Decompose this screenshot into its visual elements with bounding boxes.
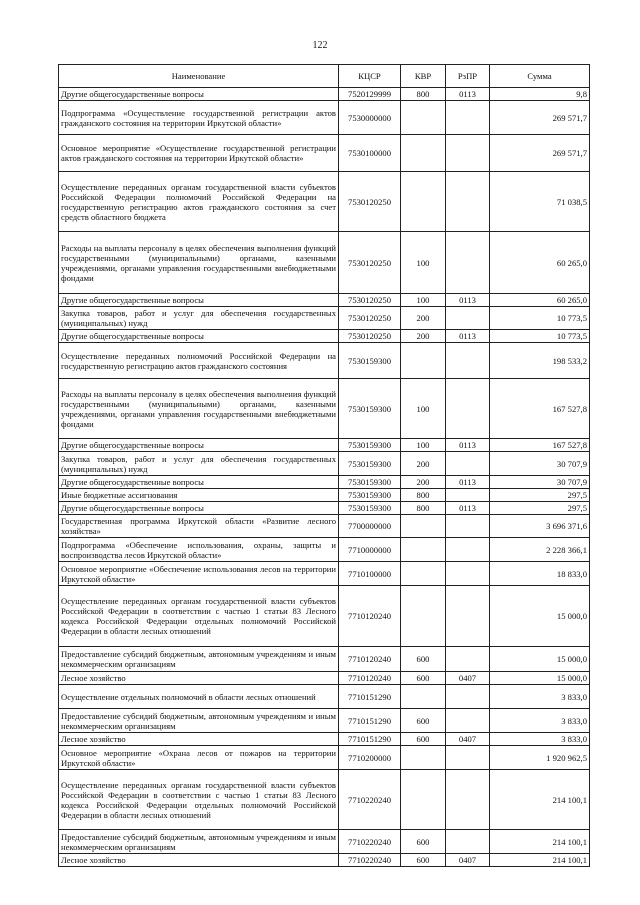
row-name-cell: Основное мероприятие «Охрана лесов от пожаров на территории Иркутской области» [59,746,339,770]
row-rzpr-cell [446,452,490,476]
row-kcsr-cell: 7530120250 [339,232,401,294]
row-kvr-cell [401,101,446,135]
row-kvr-cell: 600 [401,830,446,854]
header-rzpr: РзПР [446,65,490,88]
row-kvr-cell: 600 [401,647,446,672]
row-kcsr-cell: 7530159300 [339,502,401,515]
table-row [59,330,590,343]
row-kcsr-cell: 7530000000 [339,101,401,135]
row-kcsr-cell: 7710120240 [339,672,401,685]
row-kcsr-cell: 7530120250 [339,294,401,307]
row-kvr-cell [401,685,446,709]
row-sum-cell: 10 773,5 [490,330,590,343]
row-sum-cell: 15 000,0 [490,647,590,672]
row-kcsr-cell: 7710100000 [339,562,401,586]
row-name-cell: Основное мероприятие «Осуществление государственной регистрации актов гражданского состояния на территории Иркутской области» [59,135,339,172]
table-row [59,685,590,709]
row-name-cell: Другие общегосударственные вопросы [59,330,339,343]
row-kcsr-cell: 7530159300 [339,379,401,439]
row-rzpr-cell [446,685,490,709]
row-kvr-cell [401,538,446,562]
table-row [59,379,590,439]
row-rzpr-cell: 0113 [446,330,490,343]
row-kvr-cell [401,562,446,586]
row-name-cell: Предоставление субсидий бюджетным, автономным учреждениям и иным некоммерческим организациям [59,709,339,733]
table-row [59,439,590,452]
row-name-cell: Предоставление субсидий бюджетным, автономным учреждениям и иным некоммерческим организациям [59,647,339,672]
row-rzpr-cell: 0113 [446,294,490,307]
row-kvr-cell [401,135,446,172]
row-sum-cell: 30 707,9 [490,476,590,489]
page-number: 122 [312,40,328,51]
table-row [59,294,590,307]
table-row [59,343,590,379]
table-row [59,88,590,101]
row-sum-cell: 269 571,7 [490,101,590,135]
row-name-cell: Расходы на выплаты персоналу в целях обеспечения выполнения функций государственными (муниципальными) органами, казенными учреждениями, органами управления государственными внебюджетными фондами [59,232,339,294]
table-row [59,770,590,830]
row-kcsr-cell: 7530159300 [339,439,401,452]
table-row [59,489,590,502]
row-name-cell: Предоставление субсидий бюджетным, автономным учреждениям и иным некоммерческим организациям [59,830,339,854]
row-kcsr-cell: 7530120250 [339,330,401,343]
row-kvr-cell: 200 [401,330,446,343]
row-rzpr-cell [446,770,490,830]
row-name-cell: Иные бюджетные ассигнования [59,489,339,502]
row-rzpr-cell [446,538,490,562]
row-kcsr-cell: 7530100000 [339,135,401,172]
row-kvr-cell: 200 [401,452,446,476]
row-rzpr-cell [446,586,490,647]
row-kcsr-cell: 7530120250 [339,172,401,232]
row-kvr-cell [401,746,446,770]
budget-table [58,64,590,867]
row-sum-cell: 60 265,0 [490,294,590,307]
table-row [59,307,590,330]
table-row [59,586,590,647]
row-kcsr-cell: 7710220240 [339,770,401,830]
row-kvr-cell: 100 [401,232,446,294]
row-rzpr-cell: 0113 [446,476,490,489]
header-kcsr: КЦСР [339,65,401,88]
row-sum-cell: 269 571,7 [490,135,590,172]
row-sum-cell: 198 533,2 [490,343,590,379]
row-rzpr-cell [446,515,490,538]
row-kvr-cell [401,515,446,538]
row-name-cell: Осуществление отдельных полномочий в области лесных отношений [59,685,339,709]
row-kcsr-cell: 7710120240 [339,647,401,672]
row-rzpr-cell: 0407 [446,854,490,867]
row-sum-cell: 2 228 366,1 [490,538,590,562]
row-sum-cell: 214 100,1 [490,770,590,830]
table-row [59,854,590,867]
row-kcsr-cell: 7710200000 [339,746,401,770]
row-kcsr-cell: 7710120240 [339,586,401,647]
row-name-cell: Закупка товаров, работ и услуг для обеспечения государственных (муниципальных) нужд [59,307,339,330]
row-sum-cell: 3 833,0 [490,733,590,746]
table-row [59,733,590,746]
row-name-cell: Другие общегосударственные вопросы [59,294,339,307]
row-kvr-cell: 800 [401,489,446,502]
row-sum-cell: 15 000,0 [490,586,590,647]
row-name-cell: Другие общегосударственные вопросы [59,88,339,101]
row-rzpr-cell [446,647,490,672]
table-header-row [59,65,590,88]
row-rzpr-cell [446,379,490,439]
table-row [59,672,590,685]
row-sum-cell: 30 707,9 [490,452,590,476]
row-sum-cell: 10 773,5 [490,307,590,330]
row-rzpr-cell [446,562,490,586]
table-row [59,830,590,854]
row-sum-cell: 297,5 [490,489,590,502]
row-name-cell: Закупка товаров, работ и услуг для обеспечения государственных (муниципальных) нужд [59,452,339,476]
row-kvr-cell: 200 [401,476,446,489]
table-row [59,647,590,672]
row-kvr-cell: 100 [401,294,446,307]
row-kcsr-cell: 7710220240 [339,854,401,867]
row-rzpr-cell [446,172,490,232]
row-kvr-cell: 100 [401,439,446,452]
table-row [59,135,590,172]
row-kvr-cell: 100 [401,379,446,439]
row-kcsr-cell: 7530159300 [339,476,401,489]
header-kvr: КВР [401,65,446,88]
row-name-cell: Лесное хозяйство [59,854,339,867]
row-kvr-cell [401,586,446,647]
row-kvr-cell: 600 [401,709,446,733]
row-name-cell: Осуществление переданных полномочий Российской Федерации на государственную регистрацию актов гражданского состояния [59,343,339,379]
table-row [59,746,590,770]
row-sum-cell: 3 696 371,6 [490,515,590,538]
row-sum-cell: 1 920 962,5 [490,746,590,770]
row-sum-cell: 167 527,8 [490,439,590,452]
table-body [59,88,590,867]
row-rzpr-cell [446,746,490,770]
row-rzpr-cell [446,709,490,733]
row-sum-cell: 15 000,0 [490,672,590,685]
row-sum-cell: 214 100,1 [490,854,590,867]
row-name-cell: Подпрограмма «Осуществление государственной регистрации актов гражданского состояния на территории Иркутской области» [59,101,339,135]
table-row [59,232,590,294]
row-rzpr-cell [446,135,490,172]
row-sum-cell: 297,5 [490,502,590,515]
row-rzpr-cell: 0407 [446,733,490,746]
table-row [59,172,590,232]
header-name: Наименование [59,65,339,88]
table-row [59,502,590,515]
row-sum-cell: 9,8 [490,88,590,101]
row-kcsr-cell: 7710220240 [339,830,401,854]
row-name-cell: Другие общегосударственные вопросы [59,502,339,515]
row-kcsr-cell: 7530159300 [339,489,401,502]
row-name-cell: Государственная программа Иркутской области «Развитие лесного хозяйства» [59,515,339,538]
row-name-cell: Основное мероприятие «Обеспечение использования лесов на территории Иркутской области» [59,562,339,586]
row-kvr-cell [401,343,446,379]
row-name-cell: Лесное хозяйство [59,733,339,746]
header-sum: Сумма [490,65,590,88]
row-name-cell: Осуществление переданных органам государственной власти субъектов Российской Федерации в соответствии с частью 1 статьи 83 Лесного кодекса Российской Федерации отдельных полномочий Российской Федерации в области лесных отношений [59,770,339,830]
row-rzpr-cell: 0113 [446,439,490,452]
row-kvr-cell [401,172,446,232]
row-name-cell: Осуществление переданных органам государственной власти субъектов Российской Федерации полномочий Российской Федерации на государственную регистрацию актов гражданского состояния за счет средств областного бюджета [59,172,339,232]
row-rzpr-cell: 0113 [446,88,490,101]
row-sum-cell: 214 100,1 [490,830,590,854]
row-kvr-cell: 600 [401,733,446,746]
row-name-cell: Расходы на выплаты персоналу в целях обеспечения выполнения функций государственными (муниципальными) органами, казенными учреждениями, органами управления государственными внебюджетными фондами [59,379,339,439]
row-kcsr-cell: 7710151290 [339,733,401,746]
row-sum-cell: 3 833,0 [490,685,590,709]
table-row [59,452,590,476]
row-rzpr-cell: 0113 [446,502,490,515]
row-rzpr-cell [446,101,490,135]
row-kcsr-cell: 7710000000 [339,538,401,562]
row-rzpr-cell [446,307,490,330]
row-rzpr-cell: 0407 [446,672,490,685]
row-name-cell: Другие общегосударственные вопросы [59,439,339,452]
row-kvr-cell: 200 [401,307,446,330]
row-kcsr-cell: 7530159300 [339,452,401,476]
table-row [59,101,590,135]
row-kvr-cell: 600 [401,672,446,685]
table-row [59,709,590,733]
row-sum-cell: 18 833,0 [490,562,590,586]
row-kvr-cell [401,770,446,830]
row-kcsr-cell: 7530120250 [339,307,401,330]
row-sum-cell: 60 265,0 [490,232,590,294]
row-name-cell: Лесное хозяйство [59,672,339,685]
row-kcsr-cell: 7710151290 [339,685,401,709]
table-row [59,476,590,489]
row-kvr-cell: 800 [401,502,446,515]
row-rzpr-cell [446,830,490,854]
row-kcsr-cell: 7710151290 [339,709,401,733]
row-kcsr-cell: 7520129999 [339,88,401,101]
row-sum-cell: 71 038,5 [490,172,590,232]
row-kvr-cell: 800 [401,88,446,101]
row-sum-cell: 167 527,8 [490,379,590,439]
row-name-cell: Осуществление переданных органам государственной власти субъектов Российской Федерации в соответствии с частью 1 статьи 83 Лесного кодекса Российской Федерации отдельных полномочий Российской Федерации в области лесных отношений [59,586,339,647]
row-rzpr-cell [446,232,490,294]
table-row [59,515,590,538]
row-kvr-cell: 600 [401,854,446,867]
table-row [59,538,590,562]
table-row [59,562,590,586]
row-name-cell: Другие общегосударственные вопросы [59,476,339,489]
row-rzpr-cell [446,343,490,379]
row-sum-cell: 3 833,0 [490,709,590,733]
row-name-cell: Подпрограмма «Обеспечение использования, охраны, защиты и воспроизводства лесов Иркутской области» [59,538,339,562]
row-kcsr-cell: 7530159300 [339,343,401,379]
row-rzpr-cell [446,489,490,502]
row-kcsr-cell: 7700000000 [339,515,401,538]
